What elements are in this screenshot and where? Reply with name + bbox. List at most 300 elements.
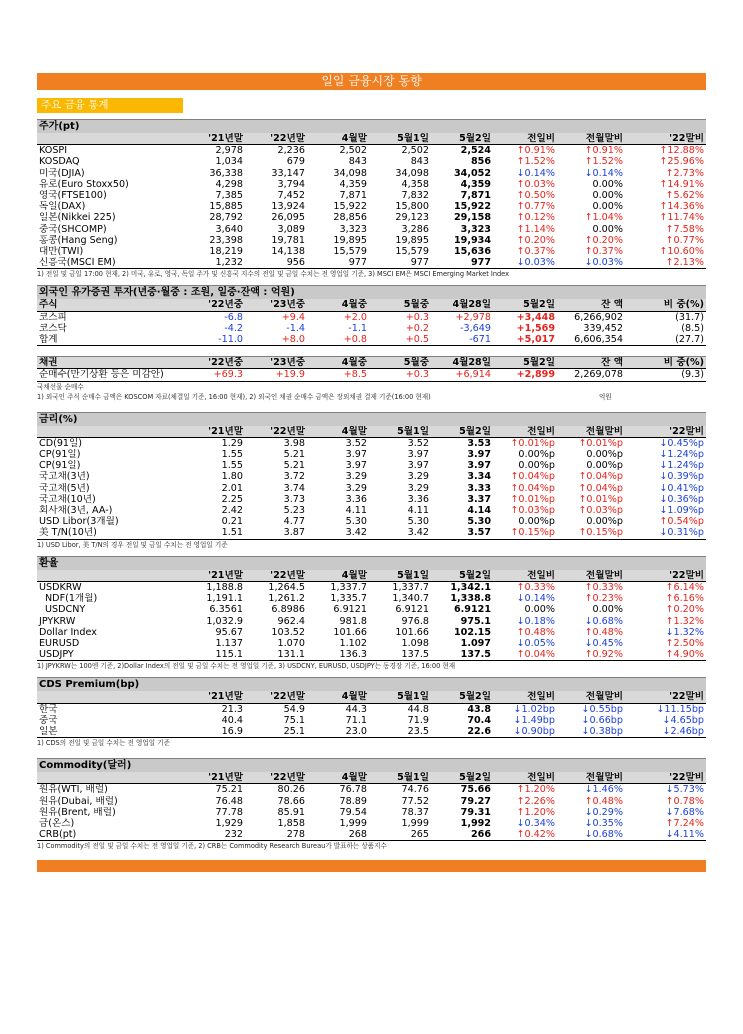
table-cell: 2.42 <box>221 505 243 517</box>
table-cell: 977 <box>307 257 369 269</box>
column-header: '23년중 <box>245 299 307 311</box>
table-cell: 102.15 <box>453 626 491 638</box>
table-cell: 1,264.5 <box>268 581 305 593</box>
row-label: 대만(TWI) <box>39 246 84 258</box>
table-cell: 76.78 <box>339 784 367 796</box>
table-cell: ↓0.34% <box>516 817 555 829</box>
row-label: Dollar Index <box>39 626 97 638</box>
table-cell: 3.97 <box>345 460 367 472</box>
table-cell: ↓4.65bp <box>662 714 704 726</box>
row-label: CD(91일) <box>39 437 83 449</box>
table-cell: ↑2.26% <box>516 795 555 807</box>
stocks-note: 1) 전일 및 금일 17:00 현재, 2) 미국, 유로, 영국, 독일 주가 및 신흥국 지수의 전일 및 금일 수치는 전 영업일 기준, 3) MSCI EM은 MSCI Emerging Market Index <box>37 270 510 279</box>
column-header: 전일비 <box>493 133 557 145</box>
table-cell: 40.4 <box>221 714 243 726</box>
column-header: 전일비 <box>493 570 557 582</box>
table-row <box>37 784 706 796</box>
table-cell: 23.5 <box>369 726 431 738</box>
table-cell: 34,098 <box>395 167 429 179</box>
table-cell: +0.3 <box>405 311 429 323</box>
table-cell: 0.00%p <box>518 449 555 461</box>
table-cell: 278 <box>245 829 307 841</box>
table-cell: ↑0.01%p <box>510 437 555 449</box>
row-label: USDJPY <box>37 649 187 661</box>
table-cell: 79.27 <box>460 795 491 807</box>
table-cell: ↓1.09%p <box>659 505 704 517</box>
table-row <box>37 212 706 223</box>
table-cell: ↑0.20% <box>584 234 623 246</box>
rates-note: 1) USD Libor, 美 T/N의 경우 전일 및 금일 수치는 전 영업일 기준 <box>37 540 228 549</box>
table-row <box>37 483 706 494</box>
table-cell: 2,236 <box>277 145 305 157</box>
table-row <box>37 224 706 235</box>
header-row <box>37 772 706 784</box>
table-cell: 85.91 <box>277 806 305 818</box>
table-cell: 0.00%p <box>518 460 555 472</box>
table-cell: 33,147 <box>271 167 305 179</box>
row-label: USDCNY <box>45 604 86 616</box>
table-cell: ↑10.60% <box>659 246 704 258</box>
table-row <box>37 703 706 715</box>
table-cell: 5.21 <box>283 449 305 461</box>
table-cell: 78.37 <box>401 806 429 818</box>
table-cell: 1,191.1 <box>206 593 243 605</box>
table-row <box>37 604 706 615</box>
table-cell: 79.31 <box>460 806 491 818</box>
table-cell: 0.00% <box>592 178 623 190</box>
column-header: 채권 <box>37 357 187 369</box>
table-cell: ↑0.77% <box>516 201 555 213</box>
row-label: 국고채(5년) <box>39 482 90 494</box>
table-cell: ↑0.37% <box>516 246 555 258</box>
table-cell: ↓11.15bp <box>656 703 704 715</box>
table-cell: 7,452 <box>277 190 305 202</box>
table-cell: 136.3 <box>307 649 369 661</box>
foreign-bond-table <box>37 356 706 381</box>
foreign-note-2-text: 1) 외국인 주식 순매수 금액은 KOSCOM 자료(체결일 기준, 16:00 현재), 2) 외국인 채권 순매수 금액은 장외채권 결제 기준(16:00 현재) <box>37 392 431 401</box>
table-cell: 3.37 <box>467 493 491 505</box>
table-cell: +2,899 <box>493 369 557 381</box>
table-cell: 23,398 <box>209 234 243 246</box>
report-subtitle: 주요 금융 통계 <box>37 98 183 113</box>
table-cell: 0.00% <box>592 604 623 616</box>
table-cell: 3.36 <box>345 493 367 505</box>
table-cell: 2.01 <box>221 482 243 494</box>
table-cell: 0.00% <box>524 604 555 616</box>
table-cell: +0.5 <box>369 334 431 346</box>
row-label: 국고채(3년) <box>39 471 90 483</box>
table-cell: 3.29 <box>345 482 367 494</box>
stocks-section-title: 주가(pt) <box>37 119 706 133</box>
table-cell: (31.7) <box>675 311 704 323</box>
commodity-table <box>37 772 706 841</box>
table-cell: ↑0.01%p <box>578 493 623 505</box>
table-cell: 3.52 <box>407 437 429 449</box>
column-header: '22말비 <box>625 426 706 438</box>
table-cell: ↑0.20% <box>516 234 555 246</box>
table-row <box>37 311 706 323</box>
column-header: '21년말 <box>187 426 245 438</box>
column-header: 전일비 <box>493 772 557 784</box>
table-cell: ↑0.03%p <box>510 505 555 517</box>
table-cell: 71.9 <box>407 714 429 726</box>
table-row <box>37 168 706 179</box>
column-header: 4월말 <box>307 133 369 145</box>
table-cell: 80.26 <box>277 784 305 796</box>
row-label: NDF(1개월) <box>45 593 98 605</box>
table-cell: 78.66 <box>277 795 305 807</box>
column-header: 5월중 <box>369 357 431 369</box>
table-row <box>37 581 706 593</box>
table-cell: 1,032.9 <box>206 615 243 627</box>
fx-table <box>37 570 706 662</box>
table-row <box>37 715 706 726</box>
row-label: 독일(DAX) <box>39 201 86 213</box>
table-row <box>37 527 706 539</box>
table-cell: ↓0.68% <box>584 615 623 627</box>
table-cell: 977 <box>431 257 493 269</box>
row-label: 영국(FTSE100) <box>39 190 107 202</box>
row-label: KOSDAQ <box>39 156 80 168</box>
table-cell: -1.1 <box>348 322 367 334</box>
table-cell: (8.5) <box>681 322 704 334</box>
table-row <box>37 235 706 246</box>
row-label: 중국 <box>39 714 58 726</box>
column-header: '21년말 <box>187 691 245 703</box>
table-cell: 976.8 <box>401 615 429 627</box>
table-row <box>37 369 706 381</box>
table-cell: ↑0.01%p <box>578 437 623 449</box>
table-cell: ↓0.18% <box>516 615 555 627</box>
table-cell: 19,895 <box>395 234 429 246</box>
table-cell: 3.53 <box>467 437 491 449</box>
table-cell: ↑0.92% <box>557 649 625 661</box>
column-header: 5월2일 <box>431 772 493 784</box>
table-cell: 0.00% <box>592 201 623 213</box>
table-cell: 77.52 <box>401 795 429 807</box>
table-cell: 1.070 <box>277 637 305 649</box>
row-label: 중국(SHCOMP) <box>39 223 107 235</box>
table-row <box>37 616 706 627</box>
table-cell: 79.54 <box>339 806 367 818</box>
table-cell: ↑1.32% <box>665 615 704 627</box>
table-row <box>37 246 706 257</box>
table-cell: 13,924 <box>271 201 305 213</box>
table-cell: ↑14.91% <box>659 178 704 190</box>
table-cell: ↑0.48% <box>584 795 623 807</box>
row-label: USD Libor(3개월) <box>39 516 119 528</box>
table-cell: ↑0.33% <box>584 581 623 593</box>
table-cell: 75.66 <box>460 784 491 796</box>
table-cell: 6,266,902 <box>574 311 623 323</box>
cds-table <box>37 691 706 738</box>
table-row <box>37 145 706 157</box>
header-row <box>37 357 706 369</box>
table-cell: ↓1.02bp <box>513 703 555 715</box>
table-cell: 43.8 <box>467 703 491 715</box>
table-cell: ↓0.05% <box>516 637 555 649</box>
table-cell: 26,095 <box>271 212 305 224</box>
table-cell: 95.67 <box>215 626 243 638</box>
table-cell: 34,098 <box>333 167 367 179</box>
column-header: 잔 액 <box>557 357 625 369</box>
table-cell: 1,337.7 <box>392 581 429 593</box>
column-header: 5월1일 <box>369 426 431 438</box>
table-cell: 4,358 <box>401 178 429 190</box>
row-label: 원유(WTI, 배럴) <box>39 784 108 796</box>
column-header <box>37 570 187 582</box>
table-cell: 2,978 <box>215 145 243 157</box>
table-cell: ↑1.04% <box>584 212 623 224</box>
table-cell: 4.11 <box>345 505 367 517</box>
table-cell: 3,794 <box>277 178 305 190</box>
table-cell: 3.42 <box>307 527 369 539</box>
table-cell: ↓0.55bp <box>581 703 623 715</box>
table-row <box>37 449 706 460</box>
table-cell: ↑2.73% <box>665 167 704 179</box>
table-cell: ↑11.74% <box>659 212 704 224</box>
column-header: '22말비 <box>625 133 706 145</box>
table-cell: ↑0.33% <box>516 581 555 593</box>
table-row <box>37 190 706 201</box>
table-row <box>37 494 706 505</box>
table-cell: 3.33 <box>467 482 491 494</box>
column-header: '22년말 <box>245 691 307 703</box>
table-row <box>37 505 706 516</box>
row-label: 한국 <box>39 703 58 715</box>
table-cell: ↑0.48% <box>584 626 623 638</box>
table-cell: 1,999 <box>401 817 429 829</box>
table-cell: 77.78 <box>215 806 243 818</box>
row-label: 회사채(3년, AA-) <box>39 505 113 517</box>
table-cell: 19,895 <box>333 234 367 246</box>
table-cell: 3.36 <box>407 493 429 505</box>
table-cell: 15,885 <box>209 201 243 213</box>
table-cell: +8.0 <box>245 334 307 346</box>
table-cell: 5.23 <box>283 505 305 517</box>
table-row <box>37 201 706 212</box>
column-header: 4월말 <box>307 570 369 582</box>
foreign-equity-table <box>37 299 706 346</box>
column-header: 주식 <box>37 299 187 311</box>
table-cell: -11.0 <box>187 334 245 346</box>
table-cell: 6.9121 <box>453 604 491 616</box>
table-cell: ↓0.14% <box>516 167 555 179</box>
row-label: CRB(pt) <box>37 829 187 841</box>
table-cell: ↑6.16% <box>665 593 704 605</box>
table-cell: 2,502 <box>401 145 429 157</box>
table-cell: 3.29 <box>345 471 367 483</box>
row-label: CP(91일) <box>39 449 81 461</box>
table-cell: 75.1 <box>283 714 305 726</box>
table-cell: 5.30 <box>467 516 491 528</box>
table-cell: 1,337.7 <box>330 581 367 593</box>
table-cell: 2,269,078 <box>557 369 625 381</box>
table-cell: ↓0.90bp <box>493 726 557 738</box>
table-cell: ↑0.15%p <box>493 527 557 539</box>
table-cell: 25.1 <box>245 726 307 738</box>
column-header: 5월1일 <box>369 691 431 703</box>
table-cell: 7,385 <box>215 190 243 202</box>
table-cell: 14,138 <box>271 246 305 258</box>
column-header <box>37 772 187 784</box>
table-cell: 1.137 <box>215 637 243 649</box>
table-cell: 15,636 <box>453 246 491 258</box>
header-row <box>37 570 706 582</box>
table-cell: 1,338.8 <box>450 593 491 605</box>
table-cell: 6.3561 <box>209 604 243 616</box>
table-cell: ↑1.14% <box>516 223 555 235</box>
table-row <box>37 471 706 482</box>
table-cell: ↑6.14% <box>665 581 704 593</box>
table-cell: 4.14 <box>467 505 491 517</box>
column-header: 5월1일 <box>369 570 431 582</box>
table-cell: ↑1.52% <box>584 156 623 168</box>
column-header: 4월말 <box>307 426 369 438</box>
table-cell: ↓0.45%p <box>659 437 704 449</box>
table-cell: 15,922 <box>333 201 367 213</box>
column-header: '22년말 <box>245 426 307 438</box>
table-cell: 15,800 <box>395 201 429 213</box>
table-cell: ↓7.68% <box>665 806 704 818</box>
row-label: 원유(Brent, 배럴) <box>39 806 116 818</box>
row-label: 합계 <box>37 334 187 346</box>
column-header: 5월중 <box>369 299 431 311</box>
table-cell: 3.34 <box>467 471 491 483</box>
column-header: 5월1일 <box>369 133 431 145</box>
table-cell: +5,017 <box>493 334 557 346</box>
table-cell: ↓0.41%p <box>659 482 704 494</box>
row-label: 홍콩(Hang Seng) <box>39 234 118 246</box>
table-cell: 1,188.8 <box>206 581 243 593</box>
table-cell: 103.52 <box>271 626 305 638</box>
column-header: 5월2일 <box>431 691 493 703</box>
header-row <box>37 133 706 145</box>
table-cell: 0.00%p <box>586 460 623 472</box>
table-cell: +6,914 <box>431 369 493 381</box>
commodity-section-title: Commodity(달러) <box>37 758 706 772</box>
table-cell: ↓1.24%p <box>659 460 704 472</box>
table-cell: 1,342.1 <box>450 581 491 593</box>
table-cell: ↑0.15%p <box>557 527 625 539</box>
table-cell: (27.7) <box>625 334 706 346</box>
table-cell: 36,338 <box>209 167 243 179</box>
table-cell: 21.3 <box>221 703 243 715</box>
table-row <box>37 726 706 738</box>
row-label: 일본 <box>37 726 187 738</box>
table-cell: 101.66 <box>333 626 367 638</box>
table-cell: ↑1.52% <box>516 156 555 168</box>
table-cell: 3.73 <box>283 493 305 505</box>
column-header: 4월말 <box>307 691 369 703</box>
table-cell: -3,649 <box>460 322 491 334</box>
column-header: 전월말비 <box>557 426 625 438</box>
cds-note: 1) CDS의 전일 및 금일 수치는 전 영업일 기준 <box>37 739 170 748</box>
table-cell: +0.2 <box>405 322 429 334</box>
table-cell: 981.8 <box>339 615 367 627</box>
table-cell: +2,978 <box>455 311 491 323</box>
table-cell: ↓0.29% <box>584 806 623 818</box>
table-cell: 131.1 <box>245 649 307 661</box>
table-cell: ↑25.96% <box>659 156 704 168</box>
table-cell: ↑0.77% <box>665 234 704 246</box>
column-header: 전일비 <box>493 691 557 703</box>
table-cell: 1,858 <box>277 817 305 829</box>
table-cell: 956 <box>245 257 307 269</box>
table-cell: 137.5 <box>431 649 493 661</box>
column-header: '22말비 <box>625 772 706 784</box>
table-row <box>37 796 706 807</box>
row-label: 美 T/N(10년) <box>37 527 187 539</box>
table-cell: 74.76 <box>401 784 429 796</box>
table-cell: 3,089 <box>277 223 305 235</box>
table-cell: 15,579 <box>395 246 429 258</box>
table-cell: 265 <box>369 829 431 841</box>
table-cell: ↓1.46% <box>584 784 623 796</box>
table-cell: -1.4 <box>286 322 305 334</box>
table-cell: 34,052 <box>453 167 491 179</box>
column-header: 비 중(%) <box>625 357 706 369</box>
row-label: 순매수(만기상환 등은 미감안) <box>37 369 187 381</box>
row-label: CP(91일) <box>39 460 81 472</box>
table-cell: 3.42 <box>369 527 431 539</box>
table-cell: +8.5 <box>307 369 369 381</box>
table-row <box>37 460 706 471</box>
table-cell: ↑0.01%p <box>510 493 555 505</box>
table-cell: ↓0.14% <box>516 593 555 605</box>
column-header: '21년말 <box>187 772 245 784</box>
column-header: 전일비 <box>493 426 557 438</box>
row-label: EURUSD <box>39 637 80 649</box>
column-header: 4월중 <box>307 357 369 369</box>
table-cell: 0.00%p <box>586 516 623 528</box>
row-label: 코스피 <box>39 311 67 323</box>
table-cell: +0.3 <box>369 369 431 381</box>
column-header: 잔 액 <box>557 299 625 311</box>
row-label: 미국(DJIA) <box>39 167 85 179</box>
table-cell: 3,286 <box>401 223 429 235</box>
table-cell: 268 <box>307 829 369 841</box>
table-cell: 3.97 <box>345 449 367 461</box>
table-row <box>37 516 706 527</box>
table-cell: 1.098 <box>401 637 429 649</box>
table-cell: ↑14.36% <box>659 201 704 213</box>
report-title: 일일 금융시장 동향 <box>37 73 706 90</box>
table-row <box>37 649 706 661</box>
table-cell: 1.55 <box>221 460 243 472</box>
table-cell: 856 <box>470 156 491 168</box>
table-row <box>37 829 706 841</box>
column-header: 5월2일 <box>431 570 493 582</box>
table-cell: ↓1.24%p <box>659 449 704 461</box>
table-cell: ↑0.04%p <box>510 471 555 483</box>
table-cell: ↓0.03% <box>557 257 625 269</box>
table-cell: ↓1.32% <box>665 626 704 638</box>
table-cell: 2.25 <box>221 493 243 505</box>
table-row <box>37 257 706 269</box>
column-header <box>37 133 187 145</box>
table-cell: 7,832 <box>401 190 429 202</box>
column-header: '22년중 <box>187 357 245 369</box>
table-cell: 3.29 <box>407 482 429 494</box>
column-header: 5월2일 <box>431 426 493 438</box>
table-cell: ↑0.91% <box>516 145 555 157</box>
table-cell: 44.3 <box>345 703 367 715</box>
table-cell: 232 <box>187 829 245 841</box>
column-header: '22년말 <box>245 772 307 784</box>
table-cell: 1,929 <box>215 817 243 829</box>
row-label: KOSPI <box>39 145 68 157</box>
